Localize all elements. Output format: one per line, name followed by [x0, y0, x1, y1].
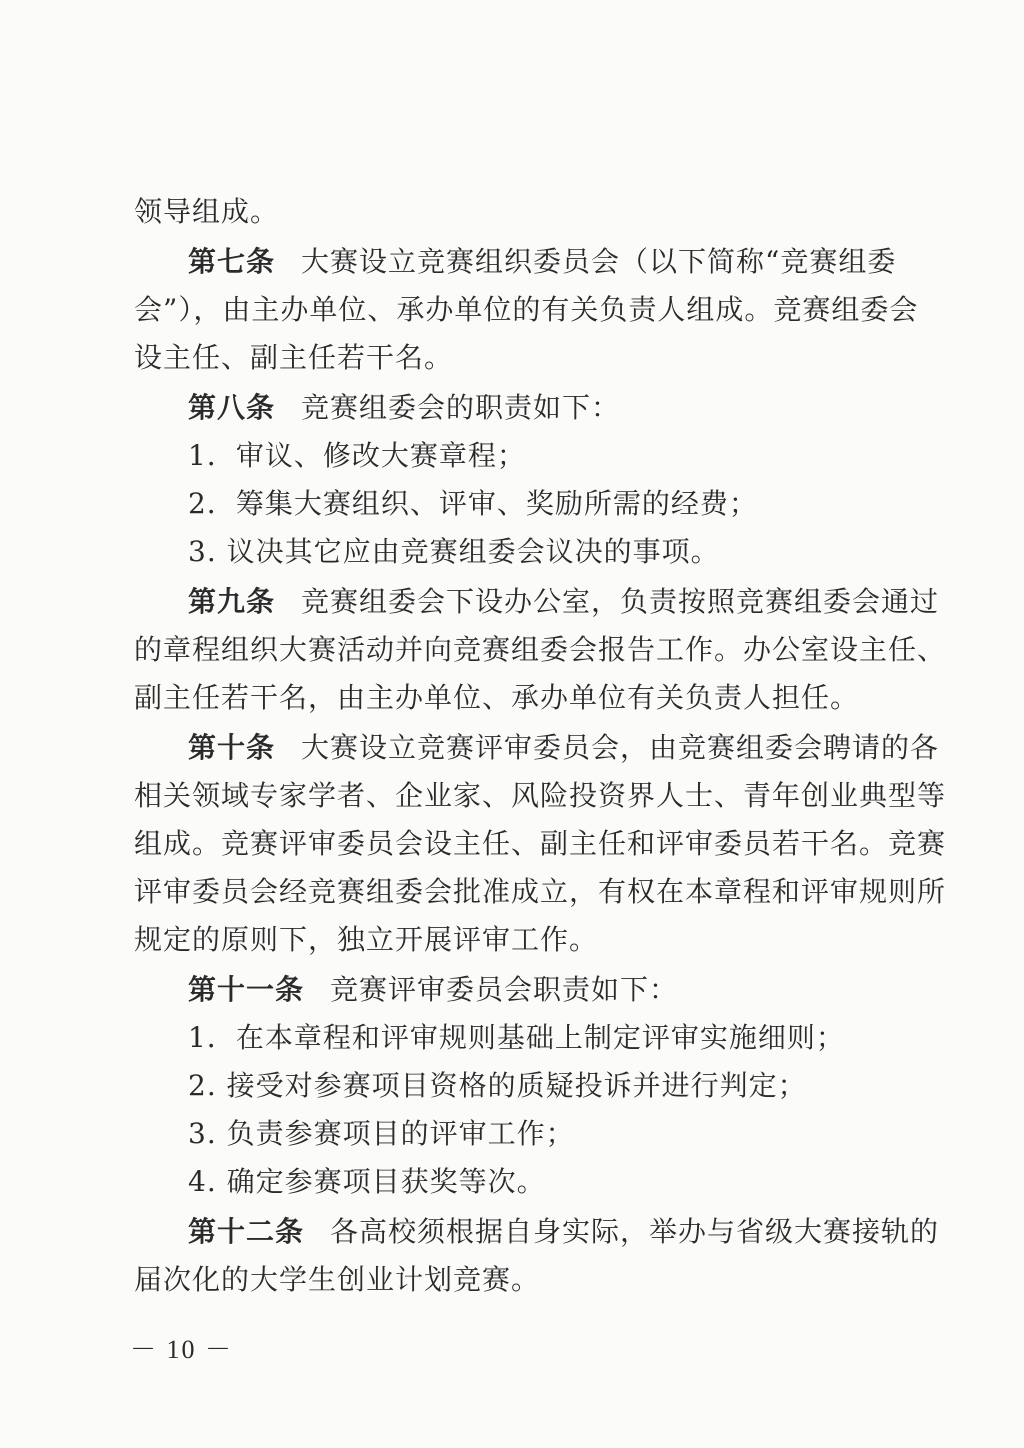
list-item: 1．审议、修改大赛章程；: [188, 439, 526, 472]
list-item: 3. 议决其它应由竞赛组委会议决的事项。: [188, 535, 720, 568]
text-line: 组成。竞赛评审委员会设主任、副主任和评审委员若干名。竞赛: [134, 827, 947, 860]
article-9: 第九条 竞赛组委会下设办公室，负责按照竞赛组委会通过: [188, 585, 940, 618]
article-8: 第八条 竞赛组委会的职责如下：: [188, 391, 621, 424]
list-item: 4. 确定参赛项目获奖等次。: [188, 1165, 546, 1198]
article-heading: 第十二条: [188, 1215, 305, 1248]
text-line: 设主任、副主任若干名。: [134, 341, 454, 374]
text-line: 届次化的大学生创业计划竞赛。: [134, 1263, 541, 1296]
list-item: 2．筹集大赛组织、评审、奖励所需的经费；: [188, 487, 758, 520]
text-line: 的章程组织大赛活动并向竞赛组委会报告工作。办公室设主任、: [134, 633, 947, 666]
text-line: 领导组成。: [134, 195, 280, 228]
text-line: 规定的原则下，独立开展评审工作。: [134, 923, 599, 956]
article-heading: 第九条: [188, 585, 276, 618]
article-7: 第七条 大赛设立竞赛组织委员会（以下简称“竞赛组委: [188, 245, 897, 278]
page-number: － 10 －: [130, 1335, 234, 1364]
text-line: 评审委员会经竞赛组委会批准成立，有权在本章程和评审规则所: [134, 875, 947, 908]
article-10: 第十条 大赛设立竞赛评审委员会，由竞赛组委会聘请的各: [188, 731, 940, 764]
text-line: 副主任若干名，由主办单位、承办单位有关负责人担任。: [134, 681, 860, 714]
list-item: 1．在本章程和评审规则基础上制定评审实施细则；: [188, 1021, 845, 1054]
article-heading: 第七条: [188, 245, 276, 278]
article-heading: 第十条: [188, 731, 276, 764]
list-item: 2. 接受对参赛项目资格的质疑投诉并进行判定；: [188, 1069, 807, 1102]
list-item: 3. 负责参赛项目的评审工作；: [188, 1117, 575, 1150]
article-11: 第十一条 竞赛评审委员会职责如下：: [188, 973, 679, 1006]
text-line: 会”），由主办单位、承办单位的有关负责人组成。竞赛组委会: [134, 293, 919, 326]
article-heading: 第八条: [188, 391, 276, 424]
article-12: 第十二条 各高校须根据自身实际，举办与省级大赛接轨的: [188, 1215, 940, 1248]
text-line: 相关领域专家学者、企业家、风险投资界人士、青年创业典型等: [134, 779, 947, 812]
article-heading: 第十一条: [188, 973, 305, 1006]
